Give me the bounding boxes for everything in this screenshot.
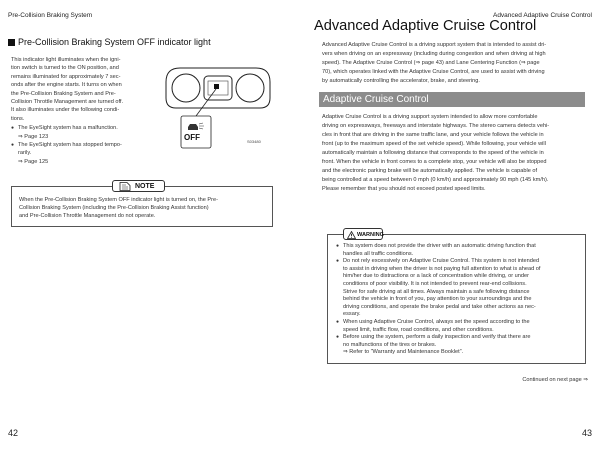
note-icon bbox=[118, 182, 132, 191]
acc-line: driving on expressways, freeways and interstate highways. The stereo camera detects vehi- bbox=[322, 123, 550, 129]
warning-label: WARNING bbox=[357, 231, 385, 238]
body-line: It also illuminates under the following condi- bbox=[11, 107, 120, 114]
off-indicator-text: OFF bbox=[184, 133, 200, 142]
body-line: tions. bbox=[11, 115, 25, 122]
running-head-left: Pre-Collision Braking System bbox=[8, 12, 93, 19]
intro-line: vers when driving on an expressway (including during congestion and when driving at high bbox=[322, 51, 546, 57]
square-bullet-icon bbox=[8, 39, 15, 46]
note-text bbox=[19, 196, 269, 221]
warning-triangle-icon bbox=[347, 231, 356, 239]
section-title bbox=[8, 37, 211, 47]
acc-line: Please remember that you should not exceed posted speed limits. bbox=[322, 186, 486, 192]
section-header-text: Adaptive Cruise Control bbox=[323, 94, 429, 105]
note-line: When the Pre-Collision Braking System OFF indicator light is turned on, the Pre- bbox=[19, 197, 218, 203]
list-item-continuation: conditions of poor visibility. It is not intended to prevent rear-end collisions. bbox=[343, 280, 527, 287]
body-line: onds after the engine starts. It turns on when bbox=[11, 82, 122, 89]
section-header-bar bbox=[319, 92, 585, 107]
acc-line: front. When the vehicle in front comes to a complete stop, your vehicle will also be stopped bbox=[322, 159, 547, 165]
acc-line: front (up to the maximum speed of the set vehicle speed). While following, your vehicle will bbox=[322, 141, 546, 147]
list-item-continuation: to assist in driving when the driver is not paying full attention to what is ahead of bbox=[343, 265, 541, 272]
list-item-continuation: essary. bbox=[343, 311, 361, 318]
list-item-continuation: rarily. bbox=[18, 150, 32, 157]
list-item: ● When using Adaptive Cruise Control, always set the speed according to the bbox=[336, 319, 580, 327]
page-title: Advanced Adaptive Cruise Control bbox=[314, 18, 537, 34]
body-line: tion switch is turned to the ON position, and bbox=[11, 65, 119, 72]
list-item: ● Before using the system, perform a daily inspection and verify that there are bbox=[336, 334, 580, 342]
note-label: NOTE bbox=[135, 182, 155, 190]
list-item-continuation: speed limit, traffic flow, road conditions, and other conditions. bbox=[343, 326, 494, 333]
acc-line: being controlled at a speed between 0 mph (0 km/h) and approximately 90 mph (145 km/h). bbox=[322, 177, 549, 183]
section-title-text: Pre-Collision Braking System OFF indicator light bbox=[18, 37, 211, 47]
acc-line: Adaptive Cruise Control is a driving support system intended to allow more comfortable bbox=[322, 114, 538, 120]
note-line: and Pre-Collision Throttle Management do not operate. bbox=[19, 213, 156, 220]
running-head-right: Advanced Adaptive Cruise Control bbox=[492, 12, 592, 19]
body-line: the Pre-Collision Braking System and Pre- bbox=[11, 90, 116, 97]
continued-next-page-link[interactable]: Continued on next page ⇒ bbox=[522, 377, 588, 383]
acc-paragraph bbox=[322, 113, 586, 194]
list-item: ● The EyeSight system has stopped tempo- bbox=[11, 141, 155, 149]
figure-code: S03480 bbox=[247, 139, 261, 144]
intro-line: speed). The Adaptive Cruise Control (⇒ page 43) and Lane Centering Function (⇒ page bbox=[322, 60, 540, 66]
list-item-continuation: handles all traffic conditions. bbox=[343, 250, 414, 257]
note-box bbox=[11, 182, 273, 227]
note-line: Collision Braking System (including the Pre-Collision Braking Assist function) bbox=[19, 205, 209, 212]
list-item-continuation: no malfunctions of the tires or brakes. bbox=[343, 341, 437, 348]
page-number-right: 43 bbox=[581, 428, 592, 438]
list-item-continuation: behind the vehicle in front of you, pay attention to your surroundings and the bbox=[343, 296, 532, 303]
body-line: Collision Throttle Management are turned off. bbox=[11, 99, 124, 106]
booklet-reference-link[interactable]: ⇒ Refer to “Warranty and Maintenance Booklet”. bbox=[343, 349, 464, 356]
page-reference-link[interactable]: ⇒ Page 123 bbox=[18, 133, 49, 140]
list-item: ● Do not rely excessively on Adaptive Cruise Control. This system is not intended bbox=[336, 258, 580, 266]
list-item: ● The EyeSight system has a malfunction. bbox=[11, 124, 155, 132]
acc-line: and the electronic parking brake will be automatically applied. The vehicle is capable of bbox=[322, 168, 538, 174]
warning-list bbox=[336, 243, 580, 357]
intro-paragraph bbox=[322, 41, 586, 86]
warning-badge bbox=[343, 228, 383, 240]
intro-line: by automatically controlling the accelerator, brake, and steering. bbox=[322, 78, 480, 84]
indicator-description bbox=[11, 56, 155, 166]
page-number-left: 42 bbox=[8, 428, 19, 438]
body-line: This indicator light illuminates when the igni- bbox=[11, 57, 121, 63]
acc-line: automatically maintain a following distance that corresponds to the speed of the vehicle in bbox=[322, 150, 544, 156]
list-item: ● This system does not provide the driver with an automatic driving function that bbox=[336, 243, 580, 251]
warning-box bbox=[327, 231, 586, 364]
intro-line: 70), which operates linked with the Adaptive Cruise Control, are used to assist with driving bbox=[322, 69, 545, 75]
acc-line: cles in front that are driving in the same traffic lane, and your vehicle follows the vehicle in bbox=[322, 132, 544, 138]
page-reference-link[interactable]: ⇒ Page 125 bbox=[18, 158, 49, 165]
right-page bbox=[300, 0, 600, 450]
list-item-continuation: him/her due to distractions or a lack of concentration while driving, or under bbox=[343, 273, 529, 280]
note-badge bbox=[112, 180, 165, 192]
list-item-continuation: driving conditions, and operate the brake pedal and take other actions as nec- bbox=[343, 303, 536, 310]
body-line: remains illuminated for approximately 7 sec- bbox=[11, 73, 121, 80]
condition-list bbox=[11, 124, 155, 166]
list-item-continuation: Strive for safe driving at all times. Always maintain a safe following distance bbox=[343, 288, 530, 295]
intro-line: Advanced Adaptive Cruise Control is a driving support system that is intended to assist dri- bbox=[322, 42, 547, 48]
